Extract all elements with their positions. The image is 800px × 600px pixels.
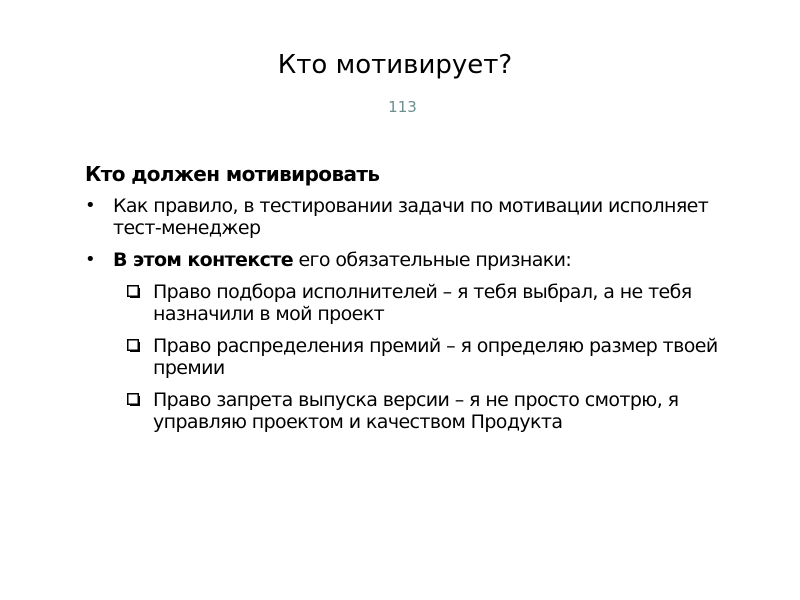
page-number: 113 [388,98,417,116]
checkbox-icon [127,339,141,353]
sub-item [85,281,745,325]
sub-item [85,389,745,433]
sub-item-text: Право подбора исполнителей – я тебя выбрал, а не тебя назначили в мой проект [153,281,692,325]
slide-title: Кто мотивирует? [277,50,513,80]
sub-item-text: Право запрета выпуска версии – я не просто смотрю, я управляю проектом и качеством Продукта [153,389,679,433]
bullet-marker: • [85,249,96,270]
bullet-item [85,195,745,239]
checkbox-icon [127,285,141,299]
bullet-bold-text: В этом контексте [113,249,294,271]
bullet-marker: • [85,195,96,216]
checkbox-icon [127,393,141,407]
sub-item-text: Право распределения премий – я определяю размер твоей премии [153,335,718,379]
bullet-text: Как правило, в тестировании задачи по мотивации исполняет тест-менеджер [113,195,709,239]
sub-item [85,335,745,379]
slide-content [85,163,745,443]
bullet-item [85,249,745,271]
bullet-text: его обязательные признаки: [293,249,572,271]
content-heading: Кто должен мотивировать [85,162,380,186]
